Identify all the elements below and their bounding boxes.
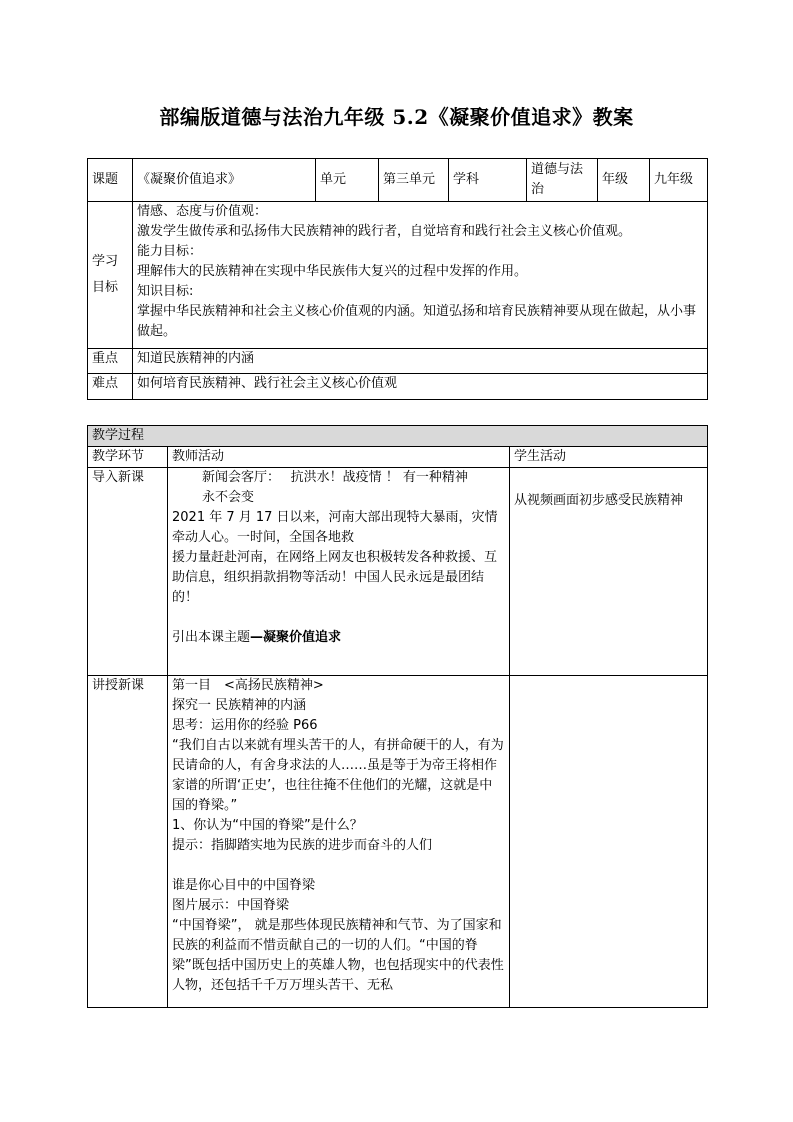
- news-line: 新闻会客厅： 抗洪水！战疫情 ！ 有一种精神: [202, 470, 468, 485]
- lead-in-prefix: 引出本课主题: [172, 630, 251, 645]
- lead-in-line: [172, 628, 505, 648]
- goal-line: 知识目标:: [137, 284, 194, 299]
- goals-label-line1: 学习: [92, 254, 119, 269]
- lesson-info-table: [87, 158, 708, 400]
- lecture-line: 思考：运用你的经验 P66: [172, 718, 318, 733]
- grade-label: 年级: [598, 159, 650, 202]
- topic-value: 《凝聚价值追求》: [133, 159, 316, 202]
- goal-line: 情感、态度与价值观：: [137, 204, 268, 219]
- news-line-cont: 永不会变: [202, 490, 255, 505]
- goals-label: [88, 202, 133, 349]
- goal-line: 激发学生做传承和弘扬伟大民族精神的践行者，自觉培育和践行社会主义核心价值观。: [137, 224, 632, 239]
- goal-line: 掌握中华民族精神和社会主义核心价值观的内涵。知道弘扬和培育民族精神要从现在做起，从小事做起。: [137, 304, 697, 339]
- lecture-quote: “我们自古以来就有埋头苦干的人，有拼命硬干的人，有为民请命的人，有舍身求法的人……虽是等于为帝王将相作家谱的所谓‘正史’，也往往掩不住他们的光耀，这就是中国的脊梁。”: [172, 738, 504, 813]
- teaching-process-table: [87, 425, 708, 1008]
- student-activity-text: 从视频画面初步感受民族精神: [514, 493, 684, 508]
- key-point-value: 知道民族精神的内涵: [133, 349, 708, 374]
- lecture-stage: 讲授新课: [88, 676, 168, 1008]
- intro-teacher-activity: [168, 468, 510, 676]
- intro-paragraph: 2021 年 7 月 17 日以来，河南大部出现特大暴雨，灾情牵动人心。一时间，全国各地救: [172, 510, 498, 545]
- unit-label: 单元: [316, 159, 379, 202]
- key-point-label: 重点: [88, 349, 133, 374]
- lead-in-topic: —凝聚价值追求: [250, 630, 342, 645]
- goal-line: 能力目标：: [137, 244, 203, 259]
- col-header-student: 学生活动: [510, 447, 708, 468]
- subject-value: 道德与法治: [527, 159, 598, 202]
- difficulty-value: 如何培育民族精神、践行社会主义核心价值观: [133, 374, 708, 400]
- col-header-stage: 教学环节: [88, 447, 168, 468]
- intro-student-activity: [510, 468, 708, 676]
- lecture-line: 探究一 民族精神的内涵: [172, 698, 307, 713]
- unit-value: 第三单元: [379, 159, 449, 202]
- subject-label: 学科: [449, 159, 527, 202]
- goal-line: 理解伟大的民族精神在实现中华民族伟大复兴的过程中发挥的作用。: [137, 264, 528, 279]
- grade-value: 九年级: [650, 159, 708, 202]
- col-header-teacher: 教师活动: [168, 447, 510, 468]
- lecture-explanation: “中国脊梁”， 就是那些体现民族精神和气节、为了国家和民族的利益而不惜贡献自己的一切的人们。“中国的脊梁”既包括中国历史上的英雄人物，也包括现实中的代表性人物，还包括千千万万埋头苦干、无私: [172, 918, 504, 993]
- document-title: 部编版道德与法治九年级 5.2《凝聚价值追求》教案: [159, 105, 634, 129]
- topic-label: 课题: [88, 159, 133, 202]
- lecture-student-activity: [510, 676, 708, 1008]
- intro-stage: 导入新课: [88, 468, 168, 676]
- intro-paragraph-cont: 援力量赶赴河南，在网络上网友也积极转发各种救援、互助信息，组织捐款捐物等活动！中国人民永远是最团结的！: [172, 550, 498, 605]
- process-band-title: 教学过程: [88, 426, 708, 447]
- goals-content: [133, 202, 708, 349]
- difficulty-label: 难点: [88, 374, 133, 400]
- lecture-line: 第一目 <高扬民族精神>: [172, 678, 324, 693]
- lecture-question: 1、你认为“中国的脊梁”是什么？: [172, 818, 363, 833]
- lecture-line: 图片展示：中国脊梁: [172, 898, 290, 913]
- lecture-teacher-activity: [168, 676, 510, 1008]
- goals-label-line2: 目标: [92, 280, 119, 295]
- lecture-hint: 提示：指脚踏实地为民族的进步而奋斗的人们: [172, 838, 433, 853]
- lecture-line: 谁是你心目中的中国脊梁: [172, 878, 316, 893]
